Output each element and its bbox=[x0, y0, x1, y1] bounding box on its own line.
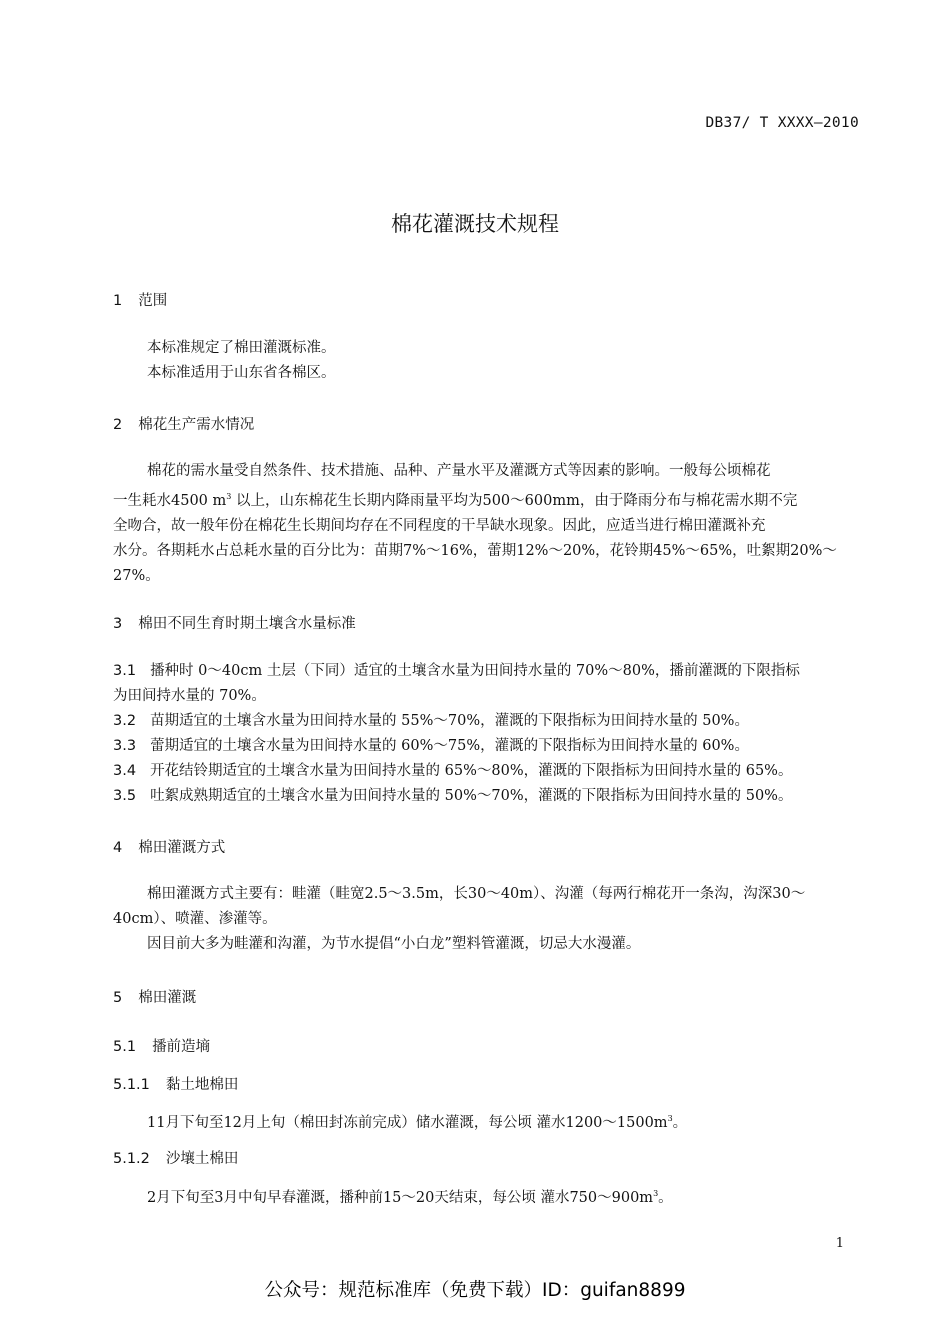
section-title: 棉田灌溉方式 bbox=[138, 840, 226, 856]
section-number: 3 bbox=[113, 616, 123, 632]
text-line: 全吻合，故一般年份在棉花生长期间均存在不同程度的干旱缺水现象。因此，应适当进行棉田灌溉补充 bbox=[113, 517, 766, 534]
clause-3-3 bbox=[113, 734, 873, 759]
section-title: 范围 bbox=[138, 293, 168, 309]
clause-text-continued: 为田间持水量的 70%。 bbox=[113, 688, 266, 704]
clause-3-5 bbox=[113, 784, 873, 809]
section-number: 5.1.1 bbox=[113, 1077, 150, 1093]
subsection-5-1-1-heading bbox=[113, 1073, 238, 1094]
document-code: DB37/ T XXXX—2010 bbox=[705, 115, 859, 131]
section-1-heading bbox=[113, 289, 167, 310]
subsection-5-1-2-body bbox=[113, 1181, 860, 1211]
subsection-5-1-heading bbox=[113, 1035, 210, 1056]
section-number: 5.1 bbox=[113, 1039, 137, 1055]
text-line: 因目前大多为畦灌和沟灌，为节水提倡“小白龙”塑料管灌溉，切忌大水漫灌。 bbox=[147, 936, 641, 952]
text-line: 11月下旬至12月上旬（棉田封冻前完成）储水灌溉，每公顷 灌水$1200\sim 1500m^3$。 bbox=[147, 1114, 688, 1131]
section-number: 1 bbox=[113, 293, 123, 309]
clause-number: 3.4 bbox=[113, 763, 137, 779]
section-title: 棉花生产需水情况 bbox=[138, 417, 255, 433]
superscript: 3 bbox=[667, 1114, 673, 1123]
clause-text: 播种时 0～40cm 土层（下同）适宜的土壤含水量为田间持水量的 70%～80%，播前灌溉的下限指标 bbox=[150, 663, 800, 679]
superscript: 3 bbox=[226, 492, 232, 501]
section-2-body bbox=[113, 459, 860, 589]
section-1-body bbox=[113, 336, 860, 386]
section-3-heading bbox=[113, 612, 356, 633]
clause-number: 3.2 bbox=[113, 713, 137, 729]
paragraph: 本标准规定了棉田灌溉标准。 bbox=[147, 340, 336, 356]
clause-text: 吐絮成熟期适宜的土壤含水量为田间持水量的 50%～70%，灌溉的下限指标为田间持水量的 50%。 bbox=[150, 788, 793, 804]
text-line: 27%。 bbox=[113, 567, 160, 584]
section-2-heading bbox=[113, 413, 254, 434]
text-line: 一生耗水4500 $m^3$ 以上，山东棉花生长期内降雨量平均为500～600mm，由于降雨分布与棉花需水期不完 bbox=[113, 492, 798, 509]
clause-number: 3.5 bbox=[113, 788, 137, 804]
subsection-5-1-1-body bbox=[113, 1106, 860, 1136]
section-4-body bbox=[113, 882, 860, 957]
footer-watermark: 公众号：规范标准库（免费下载）ID：guifan8899 bbox=[264, 1280, 686, 1301]
subsection-5-1-2-heading bbox=[113, 1147, 238, 1168]
text-line: 水分。各期耗水占总耗水量的百分比为：苗期7%～16%，蕾期12%～20%，花铃期45%～65%，吐絮期20%～ bbox=[113, 542, 837, 559]
section-title: 棉田不同生育时期土壤含水量标准 bbox=[138, 616, 356, 632]
section-number: 5.1.2 bbox=[113, 1151, 150, 1167]
section-title: 黏土地棉田 bbox=[165, 1077, 239, 1093]
section-5-heading bbox=[113, 986, 196, 1007]
text-line: 棉花的需水量受自然条件、技术措施、品种、产量水平及灌溉方式等因素的影响。一般每公顷棉花 bbox=[147, 463, 771, 479]
clause-text: 苗期适宜的土壤含水量为田间持水量的 55%～70%，灌溉的下限指标为田间持水量的 50%。 bbox=[150, 713, 749, 729]
text-line: 棉田灌溉方式主要有：畦灌（畦宽2.5～3.5m，长30～40m）、沟灌（每两行棉花开一条沟，沟深30～ bbox=[147, 886, 806, 902]
section-number: 5 bbox=[113, 990, 123, 1006]
section-title: 棉田灌溉 bbox=[138, 990, 197, 1006]
clause-3-4 bbox=[113, 759, 873, 784]
document-title: 棉花灌溉技术规程 bbox=[391, 212, 559, 236]
paragraph: 本标准适用于山东省各棉区。 bbox=[147, 365, 336, 381]
clause-number: 3.1 bbox=[113, 663, 137, 679]
superscript: 3 bbox=[653, 1189, 659, 1198]
clause-number: 3.3 bbox=[113, 738, 137, 754]
clause-3-2 bbox=[113, 709, 873, 734]
text-line: 40cm）、喷灌、渗灌等。 bbox=[113, 911, 277, 927]
clause-text: 开花结铃期适宜的土壤含水量为田间持水量的 65%～80%，灌溉的下限指标为田间持水量的 65%。 bbox=[150, 763, 793, 779]
clause-text: 蕾期适宜的土壤含水量为田间持水量的 60%～75%，灌溉的下限指标为田间持水量的 60%。 bbox=[150, 738, 749, 754]
section-number: 4 bbox=[113, 840, 123, 856]
section-title: 播前造墒 bbox=[152, 1039, 211, 1055]
clause-3-1 bbox=[113, 659, 873, 709]
section-number: 2 bbox=[113, 417, 123, 433]
section-4-heading bbox=[113, 836, 225, 857]
section-title: 沙壤土棉田 bbox=[165, 1151, 239, 1167]
page-number: 1 bbox=[835, 1236, 844, 1251]
text-line: 2月下旬至3月中旬早春灌溉，播种前15～20天结束，每公顷 灌水$750\sim 900m^3$。 bbox=[147, 1189, 673, 1206]
